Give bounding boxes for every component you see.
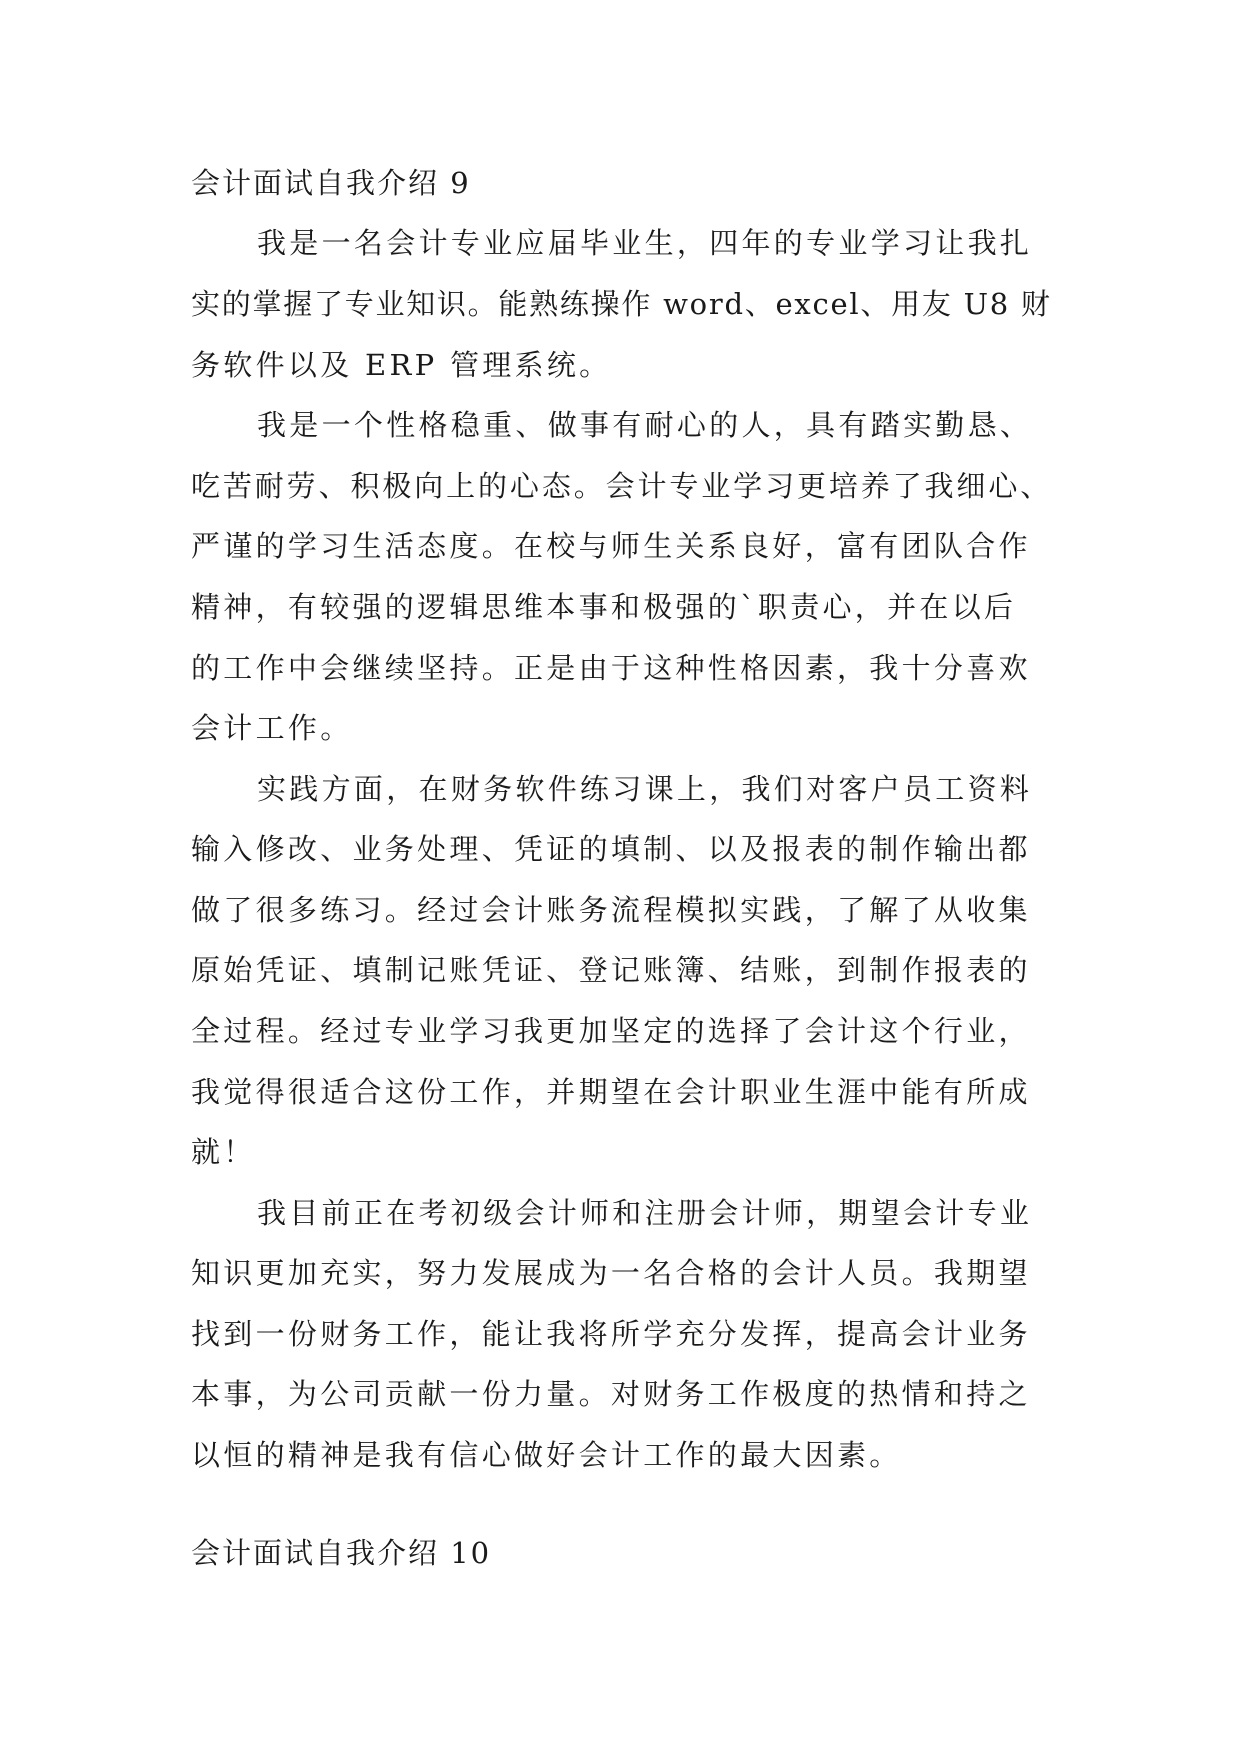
- paragraph-4-line-4: 本事，为公司贡献一份力量。对财务工作极度的热情和持之: [191, 1377, 1031, 1411]
- paragraph-2-line-1: 我是一个性格稳重、做事有耐心的人，具有踏实勤恳、: [257, 408, 1033, 442]
- paragraph-2-line-4: 精神，有较强的逻辑思维本事和极强的`职责心，并在以后: [191, 590, 1017, 624]
- paragraph-4-line-1: 我目前正在考初级会计师和注册会计师，期望会计专业: [257, 1196, 1033, 1230]
- paragraph-3-line-4: 原始凭证、填制记账凭证、登记账簿、结账，到制作报表的: [191, 953, 1031, 987]
- paragraph-2-line-6: 会计工作。: [191, 711, 353, 745]
- paragraph-3-line-1: 实践方面，在财务软件练习课上，我们对客户员工资料: [257, 772, 1033, 806]
- paragraph-2-line-2: 吃苦耐劳、积极向上的心态。会计专业学习更培养了我细心、: [191, 469, 1053, 503]
- paragraph-4-line-3: 找到一份财务工作，能让我将所学充分发挥，提高会计业务: [191, 1317, 1031, 1351]
- paragraph-3-line-6: 我觉得很适合这份工作，并期望在会计职业生涯中能有所成: [191, 1075, 1031, 1109]
- paragraph-3-line-3: 做了很多练习。经过会计账务流程模拟实践，了解了从收集: [191, 893, 1031, 927]
- paragraph-3-line-7: 就！: [191, 1135, 256, 1169]
- paragraph-1-line-1: 我是一名会计专业应届毕业生，四年的专业学习让我扎: [257, 226, 1033, 260]
- paragraph-4-line-5: 以恒的精神是我有信心做好会计工作的最大因素。: [191, 1438, 902, 1472]
- paragraph-1-line-3: 务软件以及 ERP 管理系统。: [191, 348, 612, 382]
- paragraph-2-line-3: 严谨的学习生活态度。在校与师生关系良好，富有团队合作: [191, 529, 1031, 563]
- section-9-title: 会计面试自我介绍 9: [191, 166, 471, 200]
- paragraph-2-line-5: 的工作中会继续坚持。正是由于这种性格因素，我十分喜欢: [191, 651, 1031, 685]
- paragraph-1-line-2: 实的掌握了专业知识。能熟练操作 word、excel、用友 U8 财: [191, 287, 1052, 321]
- paragraph-4-line-2: 知识更加充实，努力发展成为一名合格的会计人员。我期望: [191, 1256, 1031, 1290]
- paragraph-3-line-2: 输入修改、业务处理、凭证的填制、以及报表的制作输出都: [191, 832, 1031, 866]
- section-10-title: 会计面试自我介绍 10: [191, 1536, 492, 1570]
- paragraph-3-line-5: 全过程。经过专业学习我更加坚定的选择了会计这个行业，: [191, 1014, 1031, 1048]
